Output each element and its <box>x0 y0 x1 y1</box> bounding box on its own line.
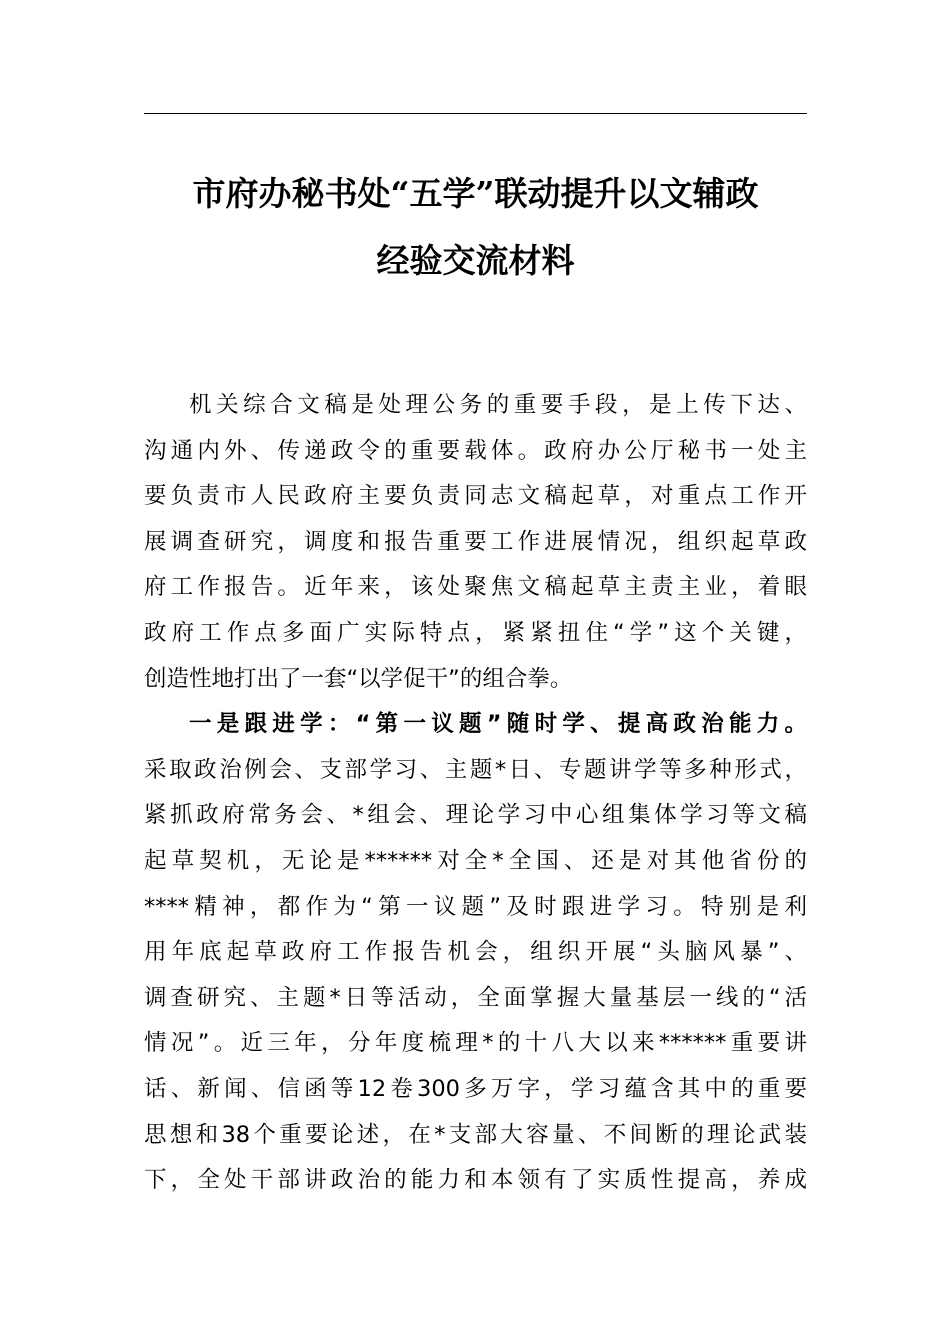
paragraph-line: 采取政治例会、支部学习、主题*日、专题讲学等多种形式， <box>144 756 807 783</box>
header-rule <box>144 113 807 114</box>
document-title-line-2: 经验交流材料 <box>376 241 575 280</box>
paragraph-line: 用年底起草政府工作报告机会，组织开展“头脑风暴”、 <box>144 939 807 966</box>
document-body <box>144 383 807 1204</box>
paragraph-line: 展调查研究，调度和报告重要工作进展情况，组织起草政 <box>144 528 807 555</box>
paragraph-line: 府工作报告。近年来，该处聚焦文稿起草主责主业，着眼 <box>144 574 807 601</box>
paragraph-line: 创造性地打出了一套“以学促干”的组合拳。 <box>144 665 573 692</box>
paragraph-line: 调查研究、主题*日等活动，全面掌握大量基层一线的“活 <box>144 984 807 1011</box>
paragraph-line: 话、新闻、信函等12卷300多万字，学习蕴含其中的重要 <box>144 1075 807 1102</box>
paragraph-line: ****精神，都作为“第一议题”及时跟进学习。特别是利 <box>144 893 807 920</box>
paragraph-line: 要负责市人民政府主要负责同志文稿起草，对重点工作开 <box>144 483 807 510</box>
paragraph-line: 机关综合文稿是处理公务的重要手段，是上传下达、 <box>189 392 807 418</box>
paragraph-line: 起草契机，无论是******对全*全国、还是对其他省份的 <box>144 847 807 874</box>
document-title-line-1: 市府办秘书处“五学”联动提升以文辅政 <box>192 174 759 213</box>
paragraph-intro <box>144 383 807 702</box>
paragraph-line: 沟通内外、传递政令的重要载体。政府办公厅秘书一处主 <box>144 437 807 464</box>
paragraph-follow-up-study <box>144 702 807 1204</box>
paragraph-line: 紧抓政府常务会、*组会、理论学习中心组集体学习等文稿 <box>144 802 807 829</box>
paragraph-lead-heading: 一是跟进学：“第一议题”随时学、提高政治能力。 <box>189 711 807 738</box>
paragraph-line: 下，全处干部讲政治的能力和本领有了实质性提高，养成 <box>144 1167 807 1194</box>
paragraph-line: 政府工作点多面广实际特点，紧紧扭住“学”这个关键， <box>144 619 807 646</box>
paragraph-line: 思想和38个重要论述，在*支部大容量、不间断的理论武装 <box>144 1121 807 1148</box>
paragraph-line: 情况”。近三年，分年度梳理*的十八大以来******重要讲 <box>144 1030 807 1057</box>
